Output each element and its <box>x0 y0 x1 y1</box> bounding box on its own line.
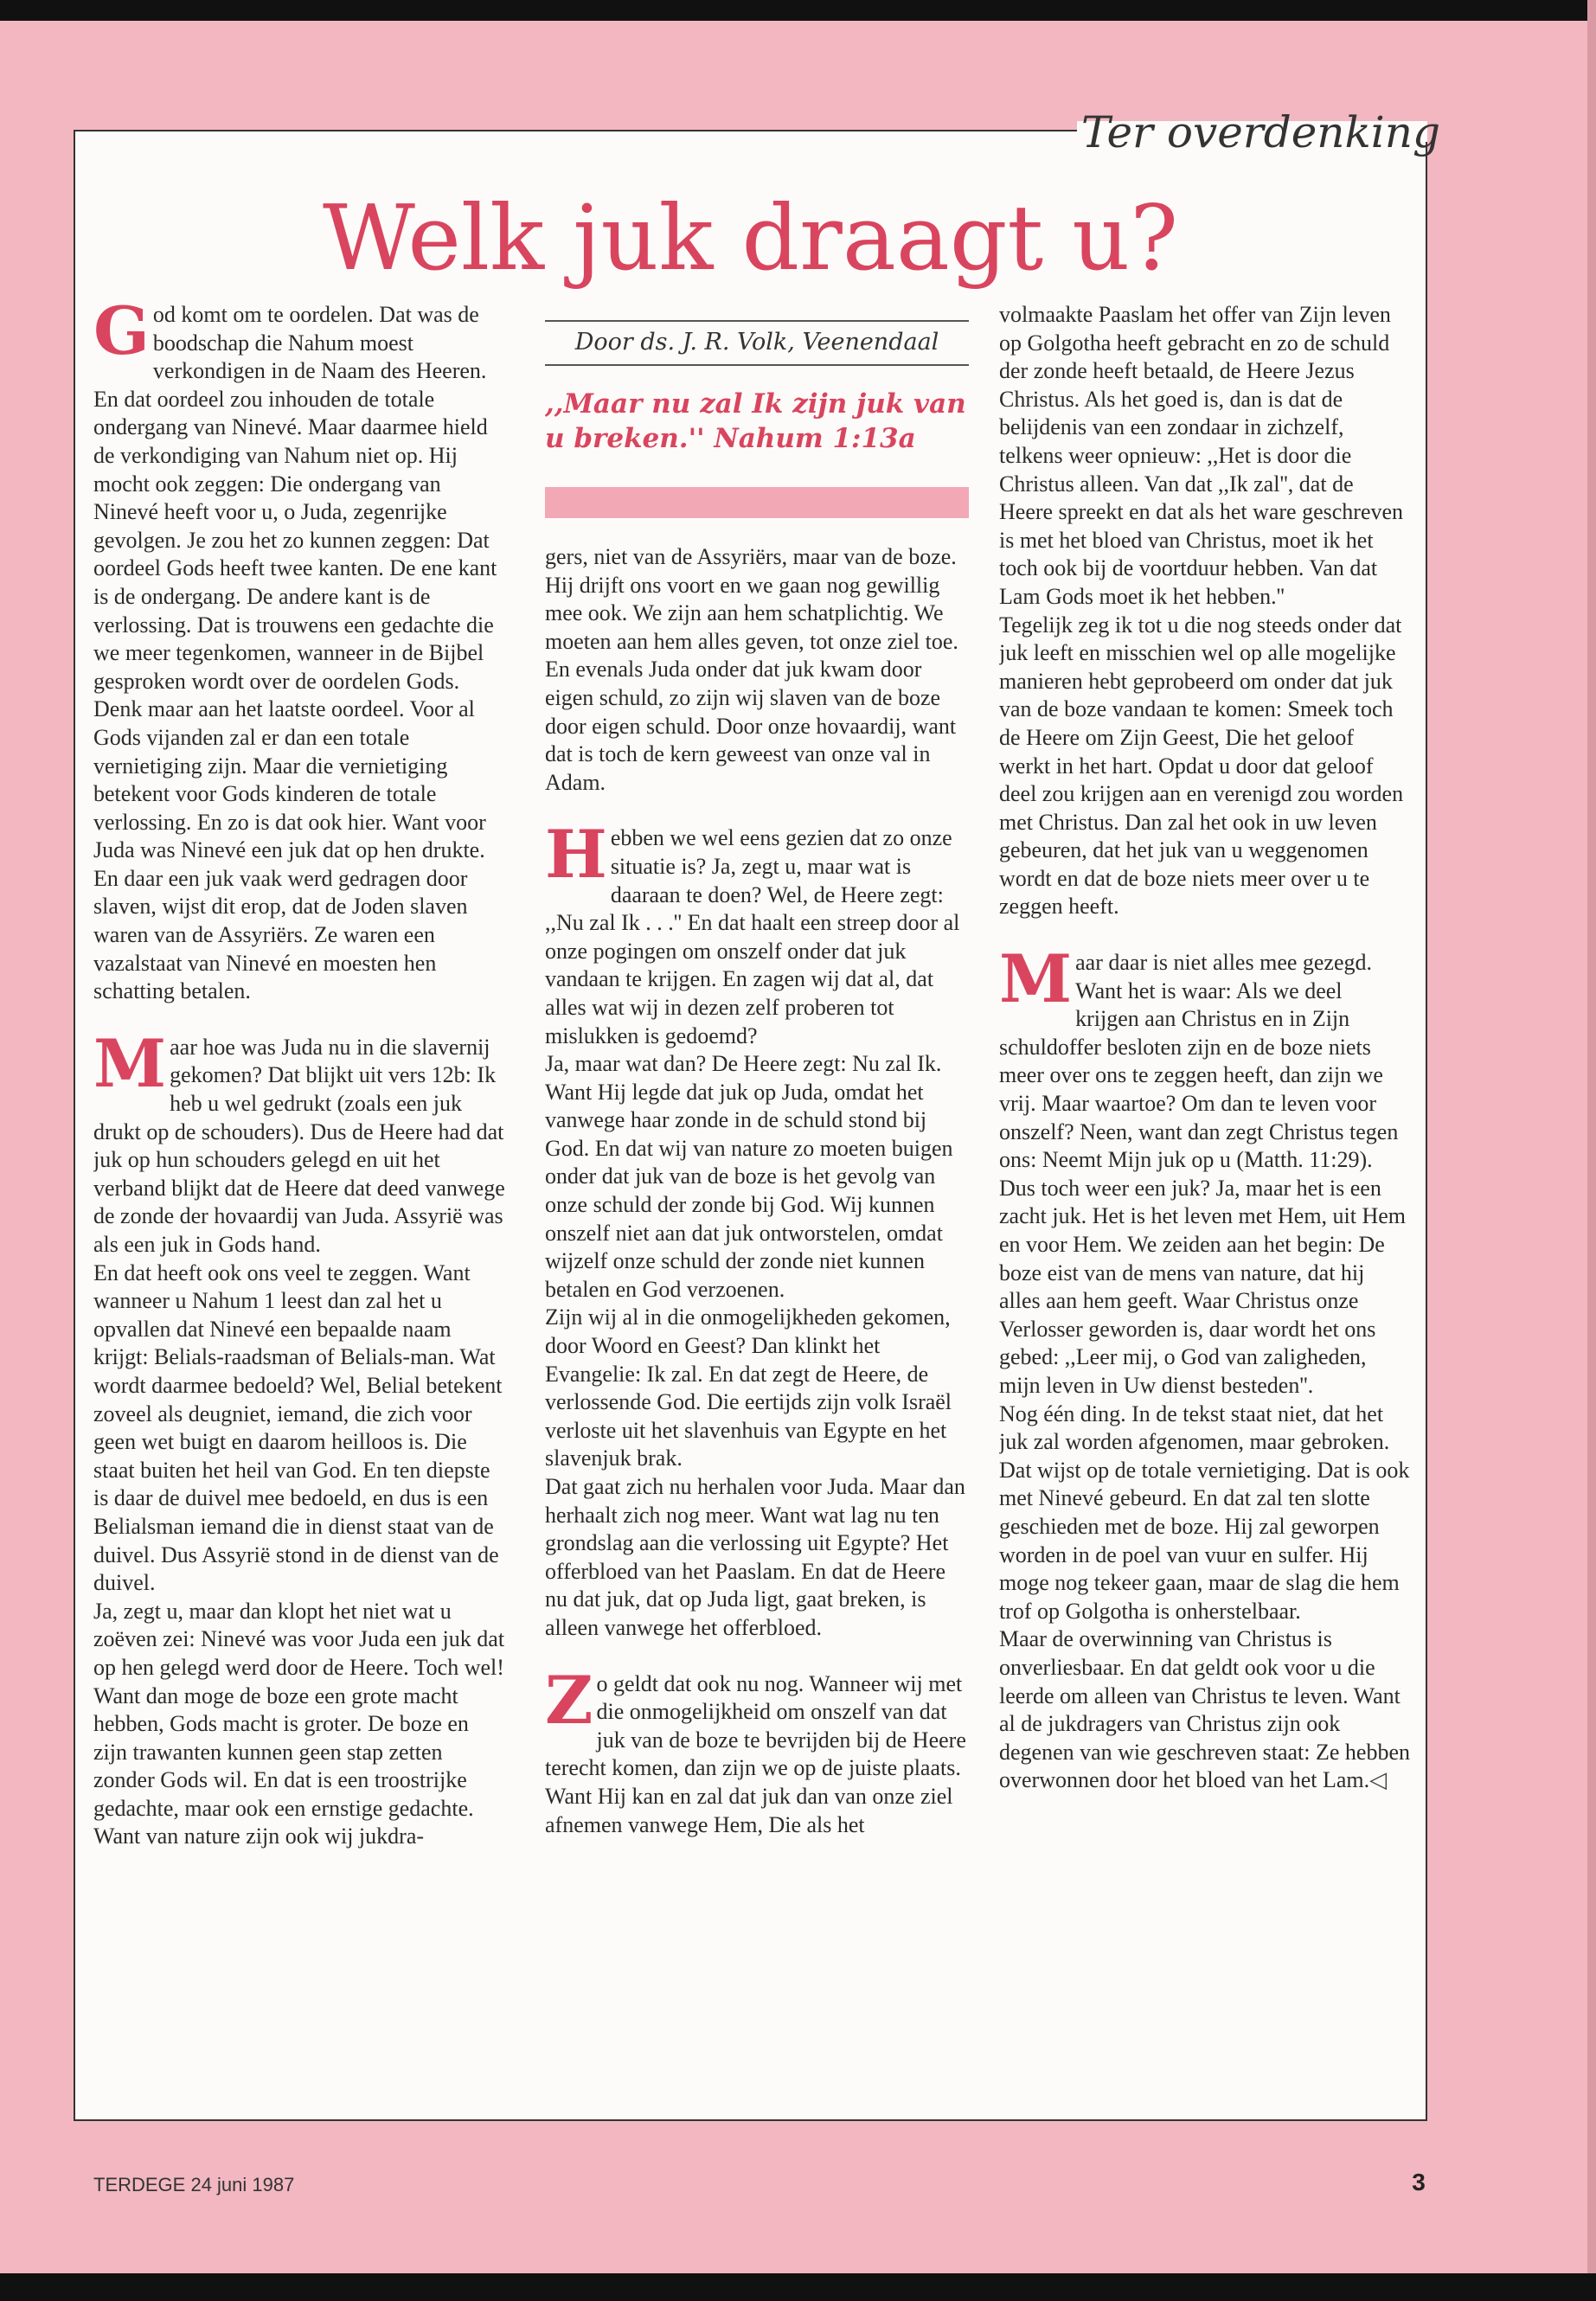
paragraph <box>93 695 507 1006</box>
drop-cap: Z <box>545 1661 593 1739</box>
paragraph-text: Denk maar aan het laatste oordeel. Voor al Gods vijanden zal er dan een totale vernietiging zijn. Maar die vernietiging betekent voor Gods kinderen de totale verlossing. En zo is dat ook hier. Want voor Juda was Ninevé een juk dat op hen drukte. En daar een juk vaak werd gedragen door slaven, wijst dit erop, dat de Joden slaven waren van de Assyriërs. Ze waren een vazalstaat van Ninevé en moesten hen schatting betalen. <box>93 696 486 1004</box>
paragraph-text: o geldt dat ook nu nog. Wanneer wij met die onmogelijkheid om onszelf van dat juk van de boze te bevrijden bij de Heere terecht komen, dan zijn we op de juiste plaats. Want Hij kan en zal dat juk dan van onze ziel afnemen vanwege Hem, Die als het <box>545 1670 966 1837</box>
paragraph-text: Zijn wij al in die onmogelijkheden gekomen, door Woord en Geest? Dan klinkt het Evangelie: Ik zal. En dat zegt de Heere, de verlossende God. Die eertijds zijn volk Israël verloste uit het slavenhuis van Egypte en het slavenjuk brak. <box>545 1304 952 1471</box>
top-border <box>0 0 1596 21</box>
paragraph-text: od komt om te oordelen. Dat was de boodschap die Nahum moest verkondigen in de Naam des Heeren. En dat oordeel zou inhouden de totale ondergang van Ninevé. Maar daarmee hield de verkondiging van Nahum niet op. Hij mocht ook zeggen: Die ondergang van Ninevé heeft voor u, o Juda, zegenrijke gevolgen. Je zou het zo kunnen zeggen: Dat oordeel Gods heeft twee kanten. De ene kant is de ondergang. De andere kant is de verlossing. Dat is trouwens een gedachte die we meer tegenkomen, wanneer in de Bijbel gesproken wordt over de oordelen Gods. <box>93 302 497 694</box>
article-title: Welk juk draagt u? <box>322 185 1179 291</box>
drop-cap: H <box>545 816 607 894</box>
column-3 <box>999 301 1410 2109</box>
paragraph-text: gers, niet van de Assyriërs, maar van de boze. Hij drijft ons voort en we gaan nog gewillig mee ook. We zijn aan hem schatplichtig. We moeten aan hem alles geven, tot onze ziel toe. En evenals Juda onder dat juk kwam door eigen schuld, zo zijn wij slaven van de boze door eigen schuld. Door onze hovaardij, want dat is toch de kern geweest van onze val in Adam. <box>545 544 958 795</box>
page-edge <box>1587 0 1596 2301</box>
paragraph-text: Ja, zegt u, maar dan klopt het niet wat u zoëven zei: Ninevé was voor Juda een juk dat op hen gelegd werd door de Heere. Toch wel! Want dan moge de boze een grote macht hebben, Gods macht is groter. De boze en zijn trawanten kunnen geen stap zetten zonder Gods wil. En dat is een troostrijke gedachte, maar ook een ernstige gedachte. <box>93 1598 505 1821</box>
section-gap <box>545 797 969 824</box>
paragraph <box>545 1473 969 1643</box>
column-1 <box>93 301 507 2109</box>
footer-publication: TERDEGE 24 juni 1987 <box>93 2174 295 2195</box>
pull-quote: ,,Maar nu zal Ik zijn juk van u breken.'' Nahum 1:13a <box>545 388 966 454</box>
pink-bar <box>545 487 969 518</box>
section-label: Ter overdenking <box>1081 107 1440 157</box>
paragraph <box>93 1823 507 1851</box>
paragraph <box>545 543 969 797</box>
paragraph-text: Dat gaat zich nu herhalen voor Juda. Maar dan herhaalt zich nog meer. Want wat lag nu ten grondslag aan die verlossing uit Egypte? Het offerbloed van het Paaslam. En dat de Heere nu dat juk, dat op Juda ligt, gaat breken, is alleen vanwege het offerbloed. <box>545 1474 965 1640</box>
paragraph <box>93 1598 507 1823</box>
end-mark-icon: ◁ <box>1369 1767 1388 1793</box>
paragraph-text: aar daar is niet alles mee gezegd. Want het is waar: Als we deel krijgen aan Christus en in Zijn schuldoffer besloten zijn en de boze niets meer over ons te zeggen heeft, dan zijn we vrij. Maar waartoe? Om dan te leven voor onszelf? Neen, want dan zegt Christus tegen ons: Neemt Mijn juk op u (Matth. 11:29). <box>999 950 1399 1173</box>
paragraph-text: Dus toch weer een juk? Ja, maar het is een zacht juk. Het is het leven met Hem, uit Hem en voor Hem. We zeiden aan het begin: De boze eist van de mens van nature, dat hij alles aan hem geeft. Waar Christus onze Verlosser geworden is, daar wordt het ons gebed: ,,Leer mij, o God van zaligheden, mijn leven in Uw dienst besteden''. <box>999 1175 1407 1398</box>
paragraph <box>545 1304 969 1473</box>
byline: Door ds. J. R. Volk, Veenendaal <box>545 322 969 366</box>
paragraph-text: Want van nature zijn ook wij jukdra- <box>93 1823 425 1849</box>
paragraph-text: Tegelijk zeg ik tot u die nog steeds onder dat juk leeft en misschien wel op alle mogelijke manieren hebt geprobeerd om onder dat juk van de boze vandaan te komen: Smeek toch de Heere om Zijn Geest, Die het geloof werkt in het hart. Opdat u door dat geloof deel zou krijgen aan en verenigd zou worden met Christus. Dan zal het ook in uw leven gebeuren, dat het juk van u weggenomen wordt en dat de boze niets meer over u te zeggen heeft. <box>999 612 1404 920</box>
page-number: 3 <box>1412 2169 1426 2195</box>
section-gap <box>545 1643 969 1670</box>
paragraph <box>999 1625 1410 1795</box>
paragraph <box>999 1175 1410 1400</box>
paragraph-text: Nog één ding. In de tekst staat niet, dat het juk zal worden afgenomen, maar gebroken. Dat wijst op de totale vernietiging. Dat is ook met Ninevé gebeurd. En dat zal ten slotte geschieden met de boze. Hij zal geworpen worden in de poel van vuur en sulfer. Hij moge nog tekeer gaan, maar de slag die hem trof op Golgotha is onherstelbaar. <box>999 1400 1410 1624</box>
paragraph <box>545 1661 969 1840</box>
bottom-border <box>0 2273 1596 2301</box>
paragraph-text: Ja, maar wat dan? De Heere zegt: Nu zal Ik. Want Hij legde dat juk op Juda, omdat het vanwege haar zonde in de schuld stond bij God. En dat wij van nature zo moeten buigen onder dat juk van de boze is het gevolg van onze schuld der zonde bij God. Wij kunnen onszelf niet aan dat juk ontworstelen, omdat wijzelf onze schuld der zonde niet kunnen betalen en God verzoenen. <box>545 1051 953 1302</box>
paragraph-text: Maar de overwinning van Christus is onverliesbaar. En dat geldt ook voor u die leerde om alleen van Christus te leven. Want al de jukdragers van Christus zijn ook degenen van wie geschreven staat: Ze hebben overwonnen door het bloed van het Lam. <box>999 1626 1410 1793</box>
paragraph <box>999 612 1410 922</box>
paragraph <box>999 301 1410 612</box>
paragraph <box>93 301 507 695</box>
paragraph-text: aar hoe was Juda nu in die slavernij gekomen? Dat blijkt uit vers 12b: Ik heb u wel gedrukt (zoals een juk drukt op de schouders). Dus de Heere had dat juk op hun schouders gelegd en uit het verband blijkt dat de Heere dat deed vanwege de zonde der hovaardij van Juda. Assyrië was als een juk in Gods hand. <box>93 1034 505 1257</box>
paragraph <box>545 816 969 1050</box>
drop-cap: M <box>93 1024 167 1102</box>
paragraph <box>545 1050 969 1304</box>
drop-cap: G <box>93 301 150 369</box>
paragraph-text: En dat heeft ook ons veel te zeggen. Want wanneer u Nahum 1 leest dan zal het u opvallen dat Ninevé een bepaalde naam krijgt: Belials-raadsman of Belials-man. Wat wordt daarmee bedoeld? Wel, Belial betekent zoveel als deugniet, iemand, die zich voor geen wet buigt en daarom heilloos is. Die staat buiten het heil van God. En ten diepste is daar de duivel mee bedoeld, en dus is een Belialsman iemand die in dienst staat van de duivel. Dus Assyrië stond in de dienst van de duivel. <box>93 1259 503 1596</box>
byline-block <box>545 320 969 528</box>
paragraph <box>93 1259 507 1598</box>
drop-cap: M <box>999 940 1073 1018</box>
paragraph <box>999 1400 1410 1626</box>
column-2 <box>545 543 969 2126</box>
paragraph-text: ebben we wel eens gezien dat zo onze situatie is? Ja, zegt u, maar wat is daaraan te doen? Wel, de Heere zegt: ,,Nu zal Ik . . .'' En dat haalt een streep door al onze pogingen om onszelf onder dat juk vandaan te krijgen. En zagen wij dat al, dat alles wat wij in dezen zelf proberen tot mislukken is gedoemd? <box>545 825 960 1048</box>
paragraph-text: volmaakte Paaslam het offer van Zijn leven op Golgotha heeft gebracht en zo de schuld der zonde heeft betaald, de Heere Jezus Christus. Als het goed is, dan is dat de belijdenis van een zondaar in zichzelf, telkens weer opnieuw: ,,Het is door die Christus alleen. Van dat ,,Ik zal'', dat de Heere spreekt en dat als het ware geschreven is met het bloed van Christus, moet ik het toch ook bij de voortduur hebben. Van dat Lam Gods moet ik het hebben.'' <box>999 302 1404 609</box>
paragraph <box>93 1024 507 1259</box>
paragraph <box>999 940 1410 1175</box>
